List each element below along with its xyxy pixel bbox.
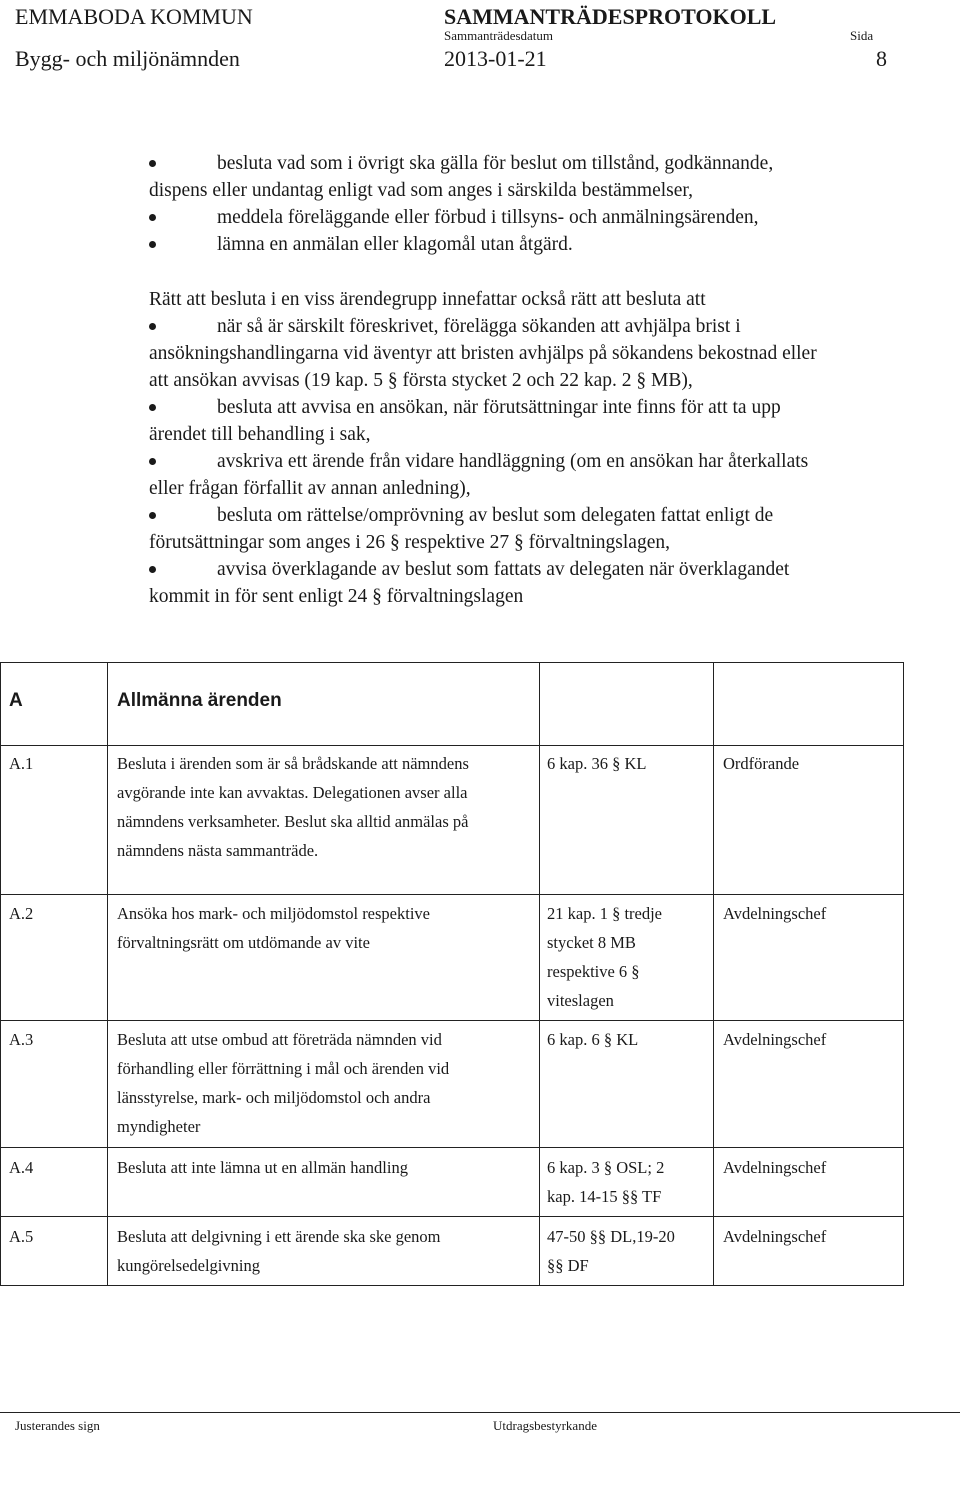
row-delegate: Avdelningschef <box>723 1227 827 1246</box>
row-divider <box>1 1216 903 1217</box>
footer-certified-label: Utdragsbestyrkande <box>493 1418 597 1433</box>
list-item: när så är särskilt föreskrivet, förelägga sökanden att avhjälpa brist i <box>149 313 741 340</box>
list-item-continuation: eller frågan förfallit av annan anledning), <box>149 478 471 499</box>
column-divider <box>713 663 714 1285</box>
list-item: besluta att avvisa en ansökan, när förutsättningar inte finns för att ta upp <box>149 394 781 421</box>
list-item-continuation: ärendet till behandling i sak, <box>149 424 371 445</box>
list-item-continuation: att ansökan avvisas (19 kap. 5 § första stycket 2 och 22 kap. 2 § MB), <box>149 370 693 391</box>
column-divider <box>539 663 540 1285</box>
row-divider <box>1 745 903 746</box>
bullet-list-delegation <box>149 313 909 613</box>
row-divider <box>1 1147 903 1148</box>
row-description: Ansöka hos mark- och miljödomstol respektive förvaltningsrätt om utdömande av vite <box>117 904 430 952</box>
list-item-continuation: ansökningshandlingarna vid äventyr att bristen avhjälps på sökandens bekostnad eller <box>149 343 817 364</box>
list-item: meddela föreläggande eller förbud i tillsyns- och anmälningsärenden, <box>149 204 758 231</box>
row-id: A.5 <box>9 1227 34 1246</box>
row-id: A.1 <box>9 754 34 773</box>
row-law-reference: 6 kap. 6 § KL <box>547 1030 639 1049</box>
section-code: A <box>9 690 23 711</box>
page-number: 8 <box>876 46 887 71</box>
row-law-reference: 21 kap. 1 § tredje stycket 8 MB respektive 6 § viteslagen <box>547 904 663 1010</box>
row-divider <box>1 1020 903 1021</box>
footer-signature-label: Justerandes sign <box>15 1418 100 1433</box>
bullet-icon <box>149 323 156 330</box>
row-delegate: Avdelningschef <box>723 1158 827 1177</box>
row-law-reference: 47-50 §§ DL,19-20 §§ DF <box>547 1227 675 1275</box>
date-label: Sammanträdesdatum <box>444 28 554 43</box>
row-delegate: Avdelningschef <box>723 904 827 923</box>
footer-rule <box>0 1412 960 1413</box>
bullet-icon <box>149 458 156 465</box>
list-item: besluta om rättelse/omprövning av beslut som delegaten fattat enligt de <box>149 502 773 529</box>
row-law-reference: 6 kap. 36 § KL <box>547 754 647 773</box>
delegation-table <box>0 662 904 1286</box>
column-divider <box>107 663 108 1285</box>
list-item: avskriva ett ärende från vidare handläggning (om en ansökan har återkallats <box>149 448 808 475</box>
bullet-icon <box>149 214 156 221</box>
list-item-continuation: förutsättningar som anges i 26 § respektive 27 § förvaltningslagen, <box>149 532 670 553</box>
section-title: Allmänna ärenden <box>117 690 282 711</box>
list-item-continuation: kommit in för sent enligt 24 § förvaltningslagen <box>149 586 524 607</box>
row-law-reference: 6 kap. 3 § OSL; 2 kap. 14-15 §§ TF <box>547 1158 665 1206</box>
row-id: A.2 <box>9 904 34 923</box>
bullet-icon <box>149 512 156 519</box>
bullet-icon <box>149 160 156 167</box>
bullet-icon <box>149 241 156 248</box>
row-description: Besluta i ärenden som är så brådskande att nämndens avgörande inte kan avvaktas. Delegationen avser alla nämndens verksamheter. Beslut ska alltid anmälas på nämndens nästa sammanträde. <box>117 754 469 860</box>
page-label: Sida <box>850 28 874 43</box>
list-item: besluta vad som i övrigt ska gälla för beslut om tillstånd, godkännande, <box>149 150 773 177</box>
row-id: A.3 <box>9 1030 34 1049</box>
bullet-list-top <box>149 150 909 260</box>
bullet-icon <box>149 404 156 411</box>
list-item: avvisa överklagande av beslut som fattats av delegaten när överklagandet <box>149 556 789 583</box>
row-description: Besluta att utse ombud att företräda nämnden vid förhandling eller förrättning i mål och ärenden vid länsstyrelse, mark- och miljödomstol och andra myndigheter <box>117 1030 450 1136</box>
list-item: lämna en anmälan eller klagomål utan åtgärd. <box>149 231 573 258</box>
row-delegate: Avdelningschef <box>723 1030 827 1049</box>
row-id: A.4 <box>9 1158 34 1177</box>
committee-name: Bygg- och miljönämnden <box>15 46 240 71</box>
meeting-date: 2013-01-21 <box>444 46 547 71</box>
row-delegate: Ordförande <box>723 754 800 773</box>
row-divider <box>1 894 903 895</box>
document-type: SAMMANTRÄDESPROTOKOLL <box>444 4 777 29</box>
list-item-continuation: dispens eller undantag enligt vad som anges i särskilda bestämmelser, <box>149 180 694 201</box>
org-name: EMMABODA KOMMUN <box>15 4 253 29</box>
row-description: Besluta att inte lämna ut en allmän handling <box>117 1158 408 1177</box>
bullet-icon <box>149 566 156 573</box>
row-description: Besluta att delgivning i ett ärende ska ske genom kungörelsedelgivning <box>117 1227 441 1275</box>
paragraph-intro: Rätt att besluta i en viss ärendegrupp innefattar också rätt att besluta att <box>149 289 706 310</box>
